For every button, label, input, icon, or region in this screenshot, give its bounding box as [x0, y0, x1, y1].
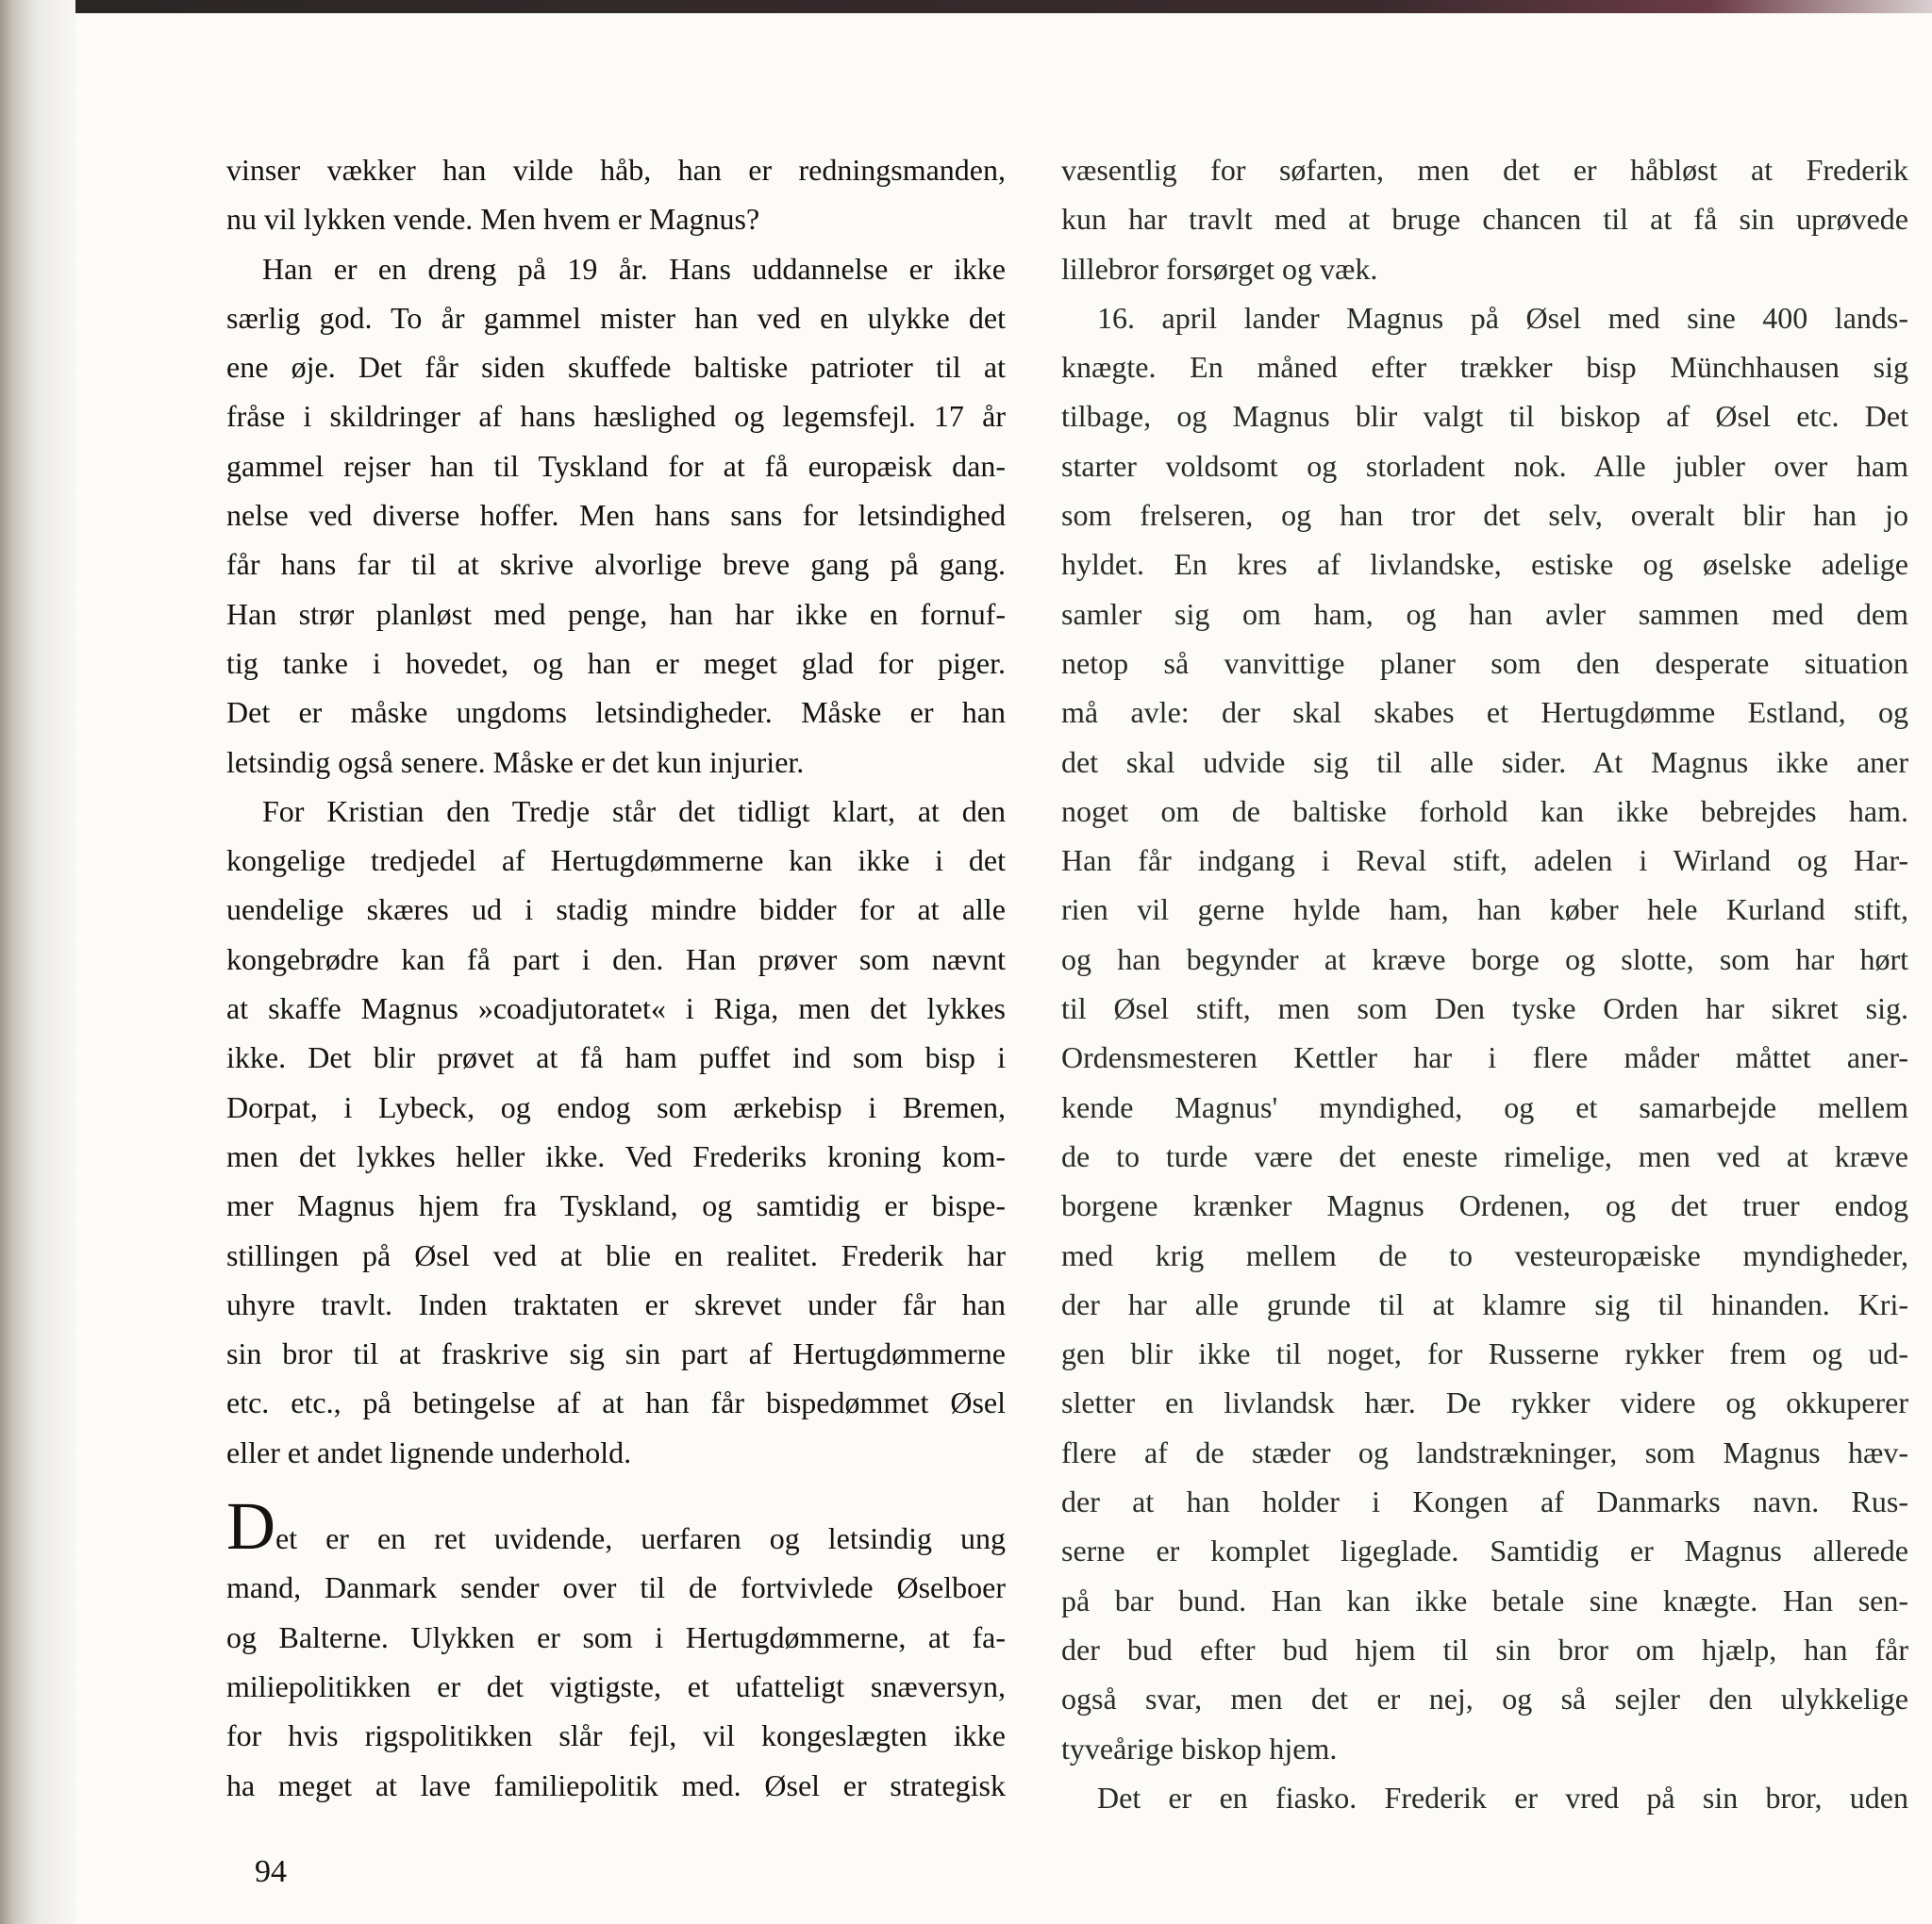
text-line: gen blir ikke til noget, for Russerne rykker frem og ud- [1061, 1336, 1908, 1371]
text-line: vinser vækker han vilde håb, han er redningsmanden, [226, 153, 1006, 187]
text-line: der bud efter bud hjem til sin bror om hjælp, han får [1061, 1632, 1908, 1667]
book-spine-shadow [0, 0, 75, 1924]
text-line: Ordensmesteren Kettler har i flere måder måttet aner- [1061, 1040, 1908, 1075]
text-line: på bar bund. Han kan ikke betale sine knægte. Han sen- [1061, 1583, 1908, 1617]
book-cover-edge [75, 0, 1932, 13]
text-line: uhyre travlt. Inden traktaten er skrevet under får han [226, 1286, 1006, 1321]
text-line: eller et andet lignende underhold. [226, 1435, 632, 1469]
text-line: fråse i skildringer af hans hæslighed og legemsfejl. 17 år [226, 399, 1006, 434]
text-line: nelse ved diverse hoffer. Men hans sans for letsindighed [226, 498, 1006, 533]
text-line: nu vil lykken vende. Men hvem er Magnus? [226, 202, 760, 237]
paragraph-right-1 [1061, 145, 1908, 293]
text-line: særlig god. To år gammel mister han ved en ulykke det [226, 300, 1006, 335]
text-line: hyldet. En kres af livlandske, estiske og øselske adelige [1061, 547, 1908, 582]
text-line: flere af de stæder og landstrækninger, som Magnus hæv- [1061, 1435, 1908, 1469]
text-line: at skaffe Magnus »coadjutoratet« i Riga, men det lykkes [226, 991, 1006, 1026]
paragraph-right-2 [1061, 293, 1908, 1773]
text-line: starter voldsomt og storladent nok. Alle jubler over ham [1061, 448, 1908, 483]
right-text-column [1061, 145, 1908, 1822]
text-line: men det lykkes heller ikke. Ved Frederiks kroning kom- [226, 1138, 1006, 1173]
text-line: til Øsel stift, men som Den tyske Orden har sikret sig. [1061, 991, 1908, 1026]
text-line: mand, Danmark sender over til de fortvivlede Øselboer [226, 1570, 1006, 1605]
text-line: Dorpat, i Lybeck, og endog som ærkebisp i Bremen, [226, 1089, 1006, 1124]
text-line: lillebror forsørget og væk. [1061, 251, 1378, 286]
text-line: stillingen på Øsel ved at blie en realitet. Frederik har [226, 1237, 1006, 1272]
text-line: de to turde være det eneste rimelige, men ved at kræve [1061, 1138, 1908, 1173]
page-number: 94 [255, 1854, 287, 1889]
text-line: miliepolitikken er det vigtigste, et ufatteligt snæversyn, [226, 1668, 1006, 1703]
text-line: der har alle grunde til at klamre sig til hinanden. Kri- [1061, 1286, 1908, 1321]
text-line: sletter en livlandsk hær. De rykker videre og okkuperer [1061, 1385, 1908, 1420]
text-line: ha meget at lave familiepolitik med. Øsel er strategisk [226, 1767, 1006, 1802]
book-page [75, 13, 1932, 1924]
text-line: etc. etc., på betingelse af at han får bispedømmet Øsel [226, 1385, 1006, 1420]
text-line: det skal udvide sig til alle sider. At Magnus ikke aner [1061, 744, 1908, 779]
text-line: rien vil gerne hylde ham, han køber hele Kurland stift, [1061, 892, 1908, 927]
text-line: med krig mellem de to vesteuropæiske myndigheder, [1061, 1237, 1908, 1272]
text-line: noget om de baltiske forhold kan ikke bebrejdes ham. [1061, 793, 1908, 828]
paragraph-left-3 [226, 787, 1006, 1477]
text-line: borgene krænker Magnus Ordenen, og det truer endog [1061, 1188, 1908, 1223]
text-line: uendelige skæres ud i stadig mindre bidder for at alle [226, 892, 1006, 927]
text-line: må avle: der skal skabes et Hertugdømme Estland, og [1061, 695, 1908, 730]
paragraph-right-3 [1061, 1773, 1908, 1822]
text-line: får hans far til at skrive alvorlige breve gang på gang. [226, 547, 1006, 582]
text-line: også svar, men det er nej, og så sejler den ulykkelige [1061, 1682, 1908, 1717]
text-line: og Balterne. Ulykken er som i Hertugdømmerne, at fa- [226, 1619, 1006, 1654]
text-line: tig tanke i hovedet, og han er meget glad for piger. [226, 645, 1006, 680]
section-start [226, 1488, 1006, 1810]
drop-cap: D [226, 1488, 275, 1565]
text-line: sin bror til at fraskrive sig sin part af Hertugdømmerne [226, 1336, 1006, 1371]
text-line: 16. april lander Magnus på Øsel med sine 400 lands- [1097, 300, 1908, 335]
text-line: Han strør planløst med penge, han har ikke en fornuf- [226, 596, 1006, 631]
text-line: For Kristian den Tredje står det tidligt klart, at den [262, 793, 1006, 828]
text-line: ene øje. Det får siden skuffede baltiske patrioter til at [226, 350, 1006, 385]
text-line: Han får indgang i Reval stift, adelen i Wirland og Har- [1061, 843, 1908, 878]
text-line: tyveårige biskop hjem. [1061, 1731, 1338, 1766]
text-line: kongelige tredjedel af Hertugdømmerne kan ikke i det [226, 843, 1006, 878]
paragraph-left-1 [226, 145, 1006, 244]
text-line: Det er måske ungdoms letsindigheder. Måske er han [226, 695, 1006, 730]
text-line: for hvis rigspolitikken slår fejl, vil kongeslægten ikke [226, 1718, 1006, 1753]
text-line: letsindig også senere. Måske er det kun injurier. [226, 744, 805, 779]
text-line: tilbage, og Magnus blir valgt til biskop af Øsel etc. Det [1061, 399, 1908, 434]
text-line: kongebrødre kan få part i den. Han prøver som nævnt [226, 941, 1006, 976]
drop-cap-line-text: et er en ret uvidende, uerfaren og letsindig ung [275, 1521, 1006, 1556]
text-line: ikke. Det blir prøvet at få ham puffet ind som bisp i [226, 1040, 1006, 1075]
text-line [226, 1488, 1006, 1565]
paragraph-left-2 [226, 244, 1006, 787]
text-line: Det er en fiasko. Frederik er vred på sin bror, uden [1097, 1780, 1908, 1815]
text-line: kun har travlt med at bruge chancen til at få sin uprøvede [1061, 202, 1908, 237]
text-line: serne er komplet ligeglade. Samtidig er Magnus allerede [1061, 1534, 1908, 1568]
text-line: netop så vanvittige planer som den desperate situation [1061, 645, 1908, 680]
text-line: og han begynder at kræve borge og slotte, som har hørt [1061, 941, 1908, 976]
text-line: der at han holder i Kongen af Danmarks navn. Rus- [1061, 1484, 1908, 1519]
text-line: kende Magnus' myndighed, og et samarbejde mellem [1061, 1089, 1908, 1124]
text-line: Han er en dreng på 19 år. Hans uddannelse er ikke [262, 251, 1006, 286]
text-line: gammel rejser han til Tyskland for at få europæisk dan- [226, 448, 1006, 483]
text-line: som frelseren, og han tror det selv, overalt blir han jo [1061, 498, 1908, 533]
text-line: samler sig om ham, og han avler sammen med dem [1061, 596, 1908, 631]
left-text-column [226, 145, 1006, 1810]
text-line: knægte. En måned efter trækker bisp Münchhausen sig [1061, 350, 1908, 385]
text-line: væsentlig for søfarten, men det er håbløst at Frederik [1061, 153, 1908, 187]
text-line: mer Magnus hjem fra Tyskland, og samtidig er bispe- [226, 1188, 1006, 1223]
